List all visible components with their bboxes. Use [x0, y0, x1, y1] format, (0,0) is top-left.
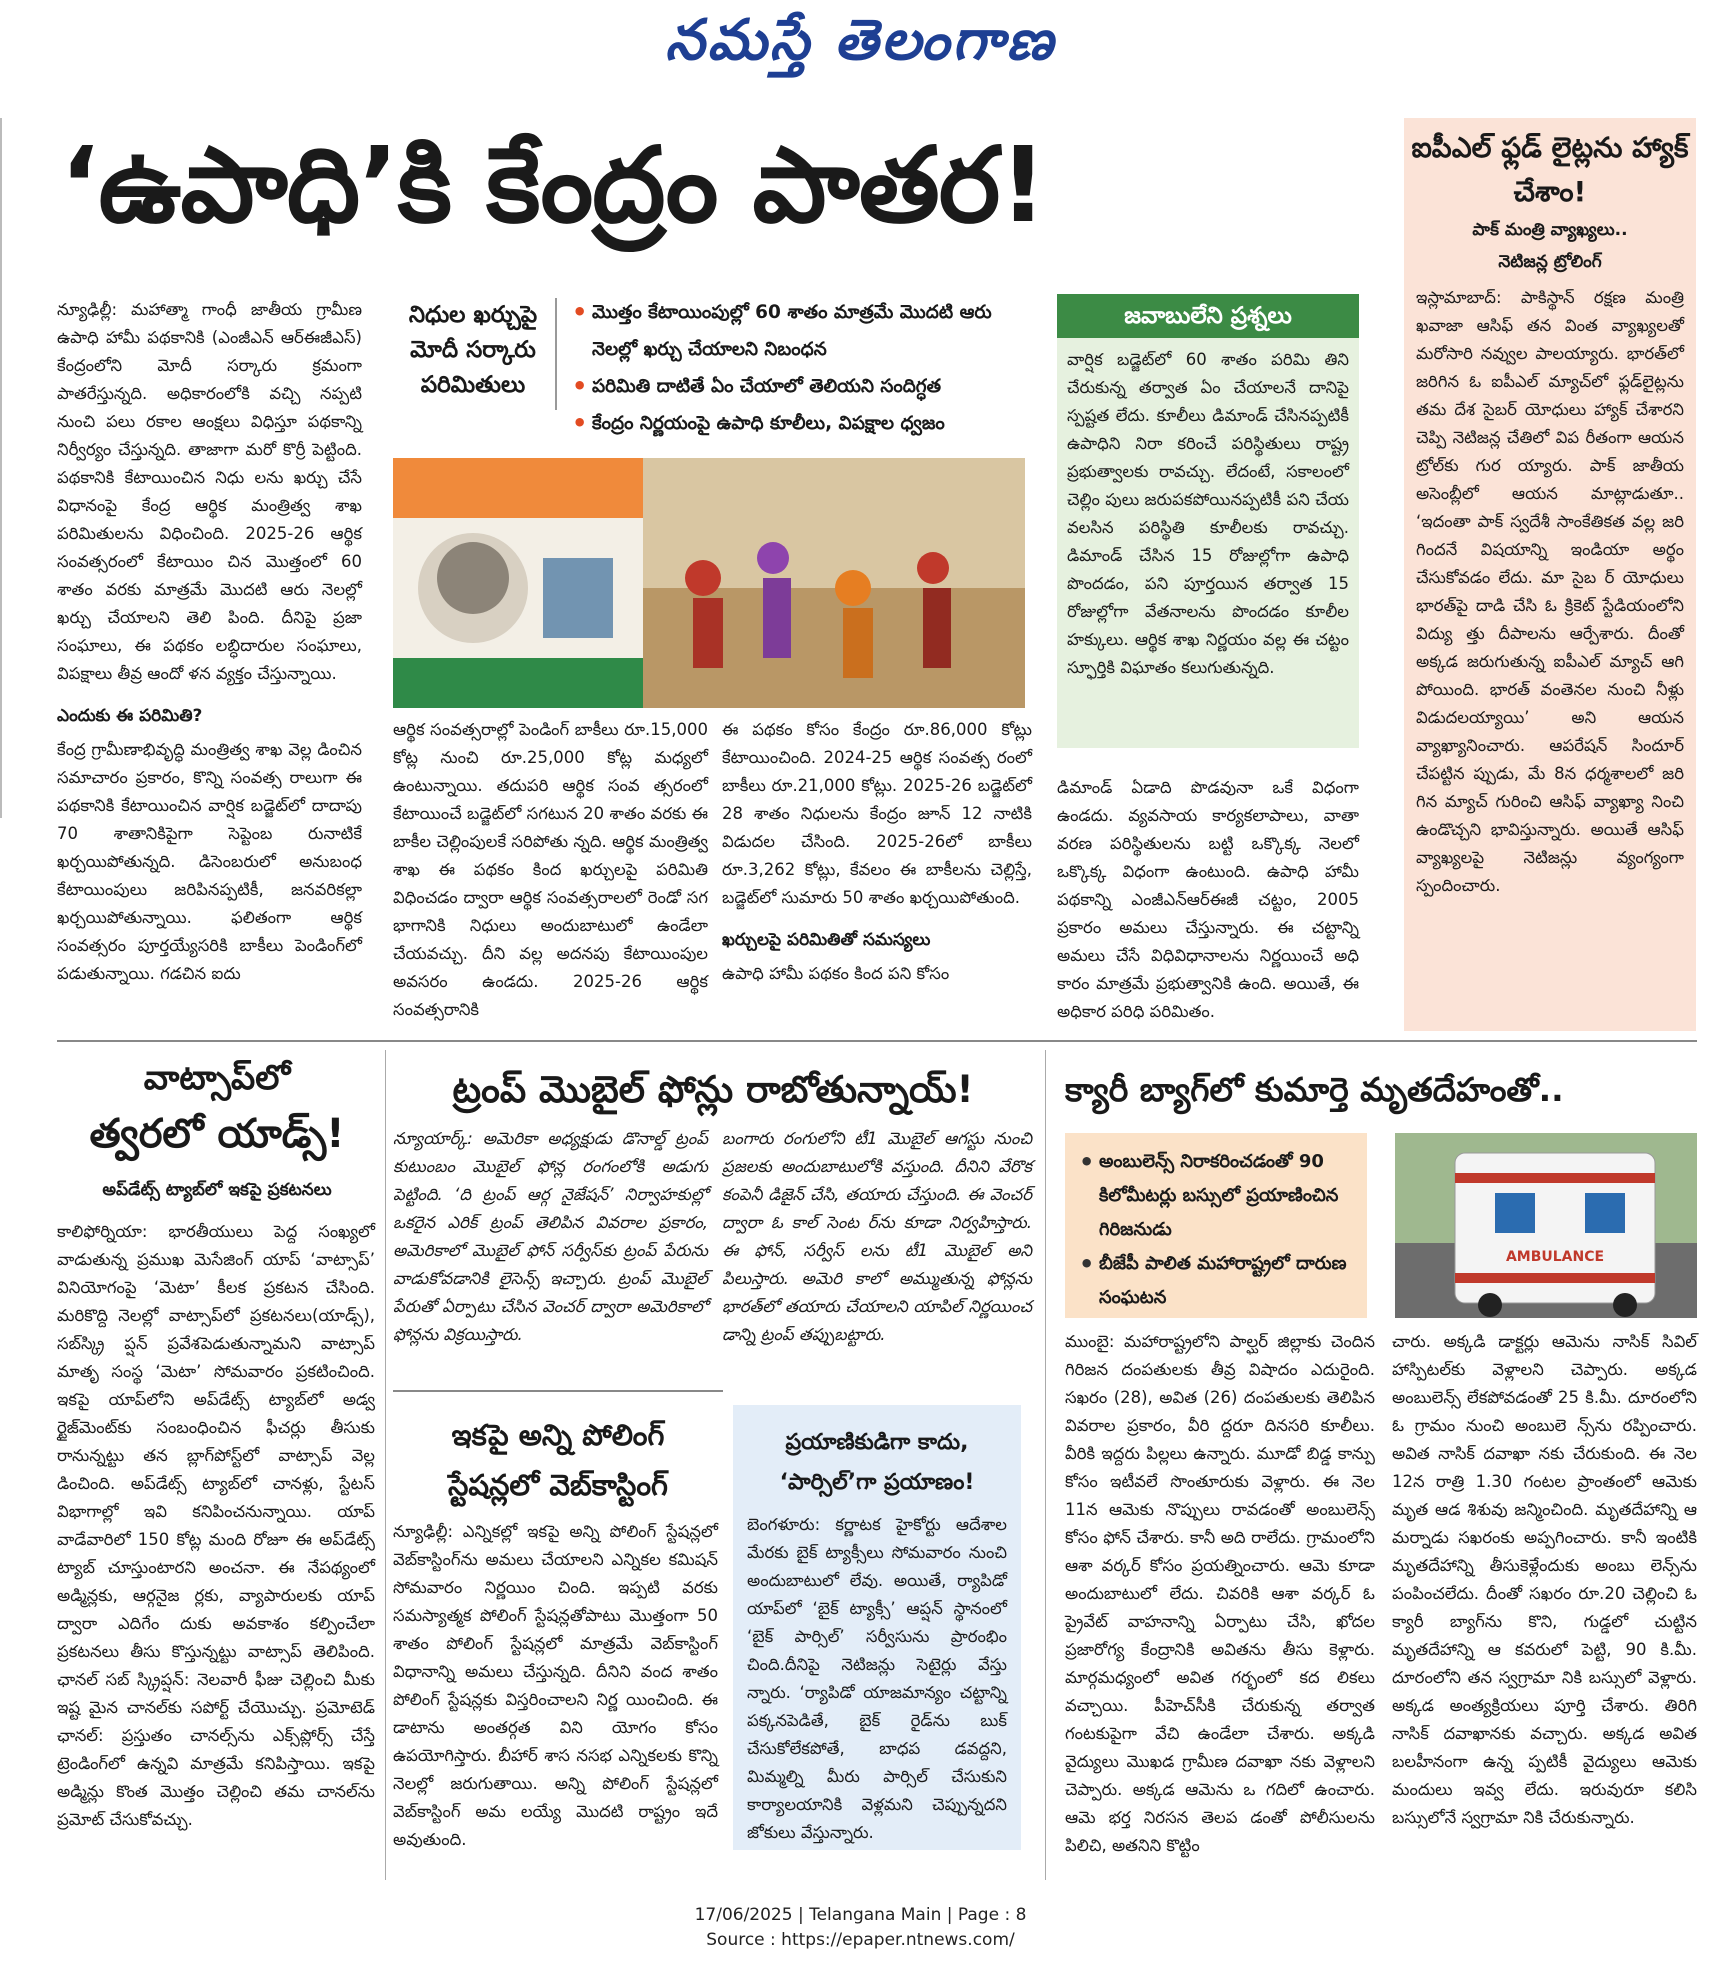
parcel-headline	[733, 1423, 1021, 1503]
column-rule	[385, 1050, 386, 1880]
lead-col2-text: ఆర్థిక సంవత్సరాల్లో పెండింగ్ బాకీలు రూ.15,000 కోట్ల నుంచి రూ.25,000 కోట్ల మధ్యలో ఉంటున్నాయి. తదుపరి ఆర్థిక సంవ త్సరంలో కేటాయించే బడ్జెట్‌లో సగటున 20 శాతం వరకు ఈ బాకీల చెల్లింపులకే సరిపోతు న్నది. ఆర్థిక మంత్రిత్వ శాఖ ఈ పథకం కింద ఖర్చులపై పరిమితి విధించడం ద్వారా ఆర్థిక సంవత్సరాలలో రెండో సగ భాగానికి నిధులు అందుబాటులో ఉండేలా చేయవచ్చు. దీని వల్ల అదనపు కేటాయింపుల అవసరం ఉండదు. 2025-26 ఆర్థిక సంవత్సరానికి	[393, 720, 708, 1019]
carrybag-highlight-item: • బీజేపీ పాలిత మహారాష్ట్రలో దారుణ సంఘటన	[1075, 1247, 1359, 1315]
ipl-subhead-1: పాక్ మంత్రి వ్యాఖ్యలు..	[1472, 220, 1628, 240]
whatsapp-body: కాలిఫోర్నియా: భారతీయులు పెద్ద సంఖ్యలో వాడుతున్న ప్రముఖ మెసేజింగ్ యాప్ ‘వాట్సాప్’ వినియోగంపై ‘మెటా’ కీలక ప్రకటన చేసింది. మరికొద్ది నెలల్లో వాట్సాప్‌లో ప్రకటనలు(యాడ్స్), సబ్‌స్క్రి ప్షన్ ప్రవేశపెడుతున్నామని వాట్సాప్ మాతృ సంస్థ ‘మెటా’ సోమవారం ప్రకటించింది. ఇకపై యాప్‌లోని అప్‌డేట్స్ ట్యాబ్‌లో అడ్వ ర్టైజ్‌మెంట్‌కు సంబంధించిన ఫీచర్లు తీసుకు రానున్నట్టు తన బ్లాగ్‌పోస్ట్‌లో వాట్సాప్ వెల్ల డించింది. అప్‌డేట్స్ ట్యాబ్‌లో చానళ్లు, స్టేటస్ విభాగాల్లో ఇవి కనిపించనున్నాయి. యాప్ వాడేవారిలో 150 కోట్ల మంది రోజూ ఈ అప్‌డేట్స్ ట్యాబ్ చూస్తుంటారని అంచనా. ఈ నేపథ్యంలో అడ్మిన్లకు, ఆర్గనైజ ర్లకు, వ్యాపారులకు యాప్ ద్వారా ఎదిగేం దుకు అవకాశం కల్పించేలా ప్రకటనలు తీసు కొస్తున్నట్టు వాట్సాప్ తెలిపింది. ఛానల్ సబ్ స్క్రిప్షన్: నెలవారీ ఫీజు చెల్లించి మీకు ఇష్ట మైన చానల్‌కు సపోర్ట్ చేయొచ్చు. ప్రమోటెడ్ ఛానల్: ప్రస్తుతం చానల్స్‌ను ఎక్స్‌ప్లోర్స్ చేస్తే ట్రెండింగ్‌లో ఉన్నవి మాత్రమే కనిపిస్తాయి. ఇకపై అడ్మిన్లు కొంత మొత్తం చెల్లించి తమ చానల్‌ను ప్రమోట్ చేసుకోవచ్చు.	[57, 1222, 375, 1829]
lead-column-4	[1057, 774, 1359, 1032]
lead-col4-text: డిమాండ్ ఏడాది పొడవునా ఒకే విధంగా ఉండదు. వ్యవసాయ కార్యకలాపాలు, వాతా వరణ పరిస్థితులను బట్టి ఒక్కొక్క నెలలో ఒక్కొక్క విధంగా ఉంటుంది. ఉపాధి హామీ పథకాన్ని ఎంజీఎన్ఆర్ఈజీ చట్టం, 2005 ప్రకారం అమలు చేస్తున్నారు. ఈ చట్టాన్ని అమలు చేసే విధివిధానాలను నిర్ణయించే అధి కారం మాత్రమే ప్రభుత్వానికి ఉంది. అయితే, ఈ అధికార పరిధి పరిమితం.	[1057, 778, 1359, 1021]
lead-col3-para2: ఉపాధి హామీ పథకం కింద పని కోసం	[722, 964, 950, 983]
highlight-item: • కేంద్రం నిర్ణయంపై ఉపాధి కూలీలు, విపక్షాల ధ్వజం	[570, 405, 1028, 442]
ipl-subhead-2: నెటిజన్ల ట్రోలింగ్	[1498, 252, 1602, 272]
lead-column-3	[722, 716, 1032, 994]
whatsapp-headline	[57, 1050, 377, 1162]
polling-headline-line2: స్టేషన్లలో వెబ్‌కాస్టింగ్	[448, 1468, 668, 1502]
trump-col1-text: న్యూయార్క్: అమెరికా అధ్యక్షుడు డొనాల్డ్ ట్రంప్ కుటుంబం మొబైల్ ఫోన్ల రంగంలోకి అడుగు పెట్టింది. ‘ది ట్రంప్ ఆర్గ నైజేషన్’ నిర్వాహకుల్లో ఒకరైన ఎరిక్ ట్రంప్ తెలిపిన వివరాల ప్రకారం, అమెరికాలో మొబైల్ ఫోన్ సర్వీస్‌కు ట్రంప్ పేరును వాడుకోవడానికి లైసెన్స్ ఇచ్చారు. ట్రంప్ మొబైల్ పేరుతో ఏర్పాటు చేసిన వెంచర్ ద్వారా అమెరికాలో ఫోన్లను విక్రయిస్తారు.	[393, 1129, 708, 1344]
ipl-headline: ఐపీఎల్ ఫ్లడ్ లైట్లను హ్యాక్ చేశాం!	[1411, 131, 1689, 208]
highlight-item: • పరిమితి దాటితే ఏం చేయాలో తెలియని సందిగ్ధత	[570, 368, 1028, 405]
lead-photo	[393, 458, 1025, 708]
lead-col1-para2: కేంద్ర గ్రామీణాభివృద్ధి మంత్రిత్వ శాఖ వెల్ల డించిన సమాచారం ప్రకారం, కొన్ని సంవత్స రాలుగా ఈ పథకానికి కేటాయించిన వార్షిక బడ్జెట్‌లో దాదాపు 70 శాతానికిపైగా సెప్టెంబ రునాటికే ఖర్చయిపోతున్నది. డిసెంబరులో అనుబంధ కేటాయింపులు జరిపినప్పటికీ, జనవరికల్లా ఖర్చయిపోతున్నాయి. ఫలితంగా ఆర్థిక సంవత్సరం పూర్తయ్యేసరికి బాకీలు పెండింగ్‌లో పడుతున్నాయి. గడచిన ఐదు	[57, 740, 362, 983]
highlight-label: నిధుల ఖర్చుపై మోదీ సర్కారు పరిమితులు	[408, 302, 538, 398]
left-edge-rule	[0, 118, 2, 818]
polling-body-column	[393, 1518, 718, 1860]
lead-col3-para1: ఈ పథకం కోసం కేంద్రం రూ.86,000 కోట్లు కేటాయించింది. 2024-25 ఆర్థిక సంవత్స రంలో బాకీలు రూ.21,000 కోట్లు. 2025-26 బడ్జెట్‌లో 28 శాతం నిధులను కేంద్రం జూన్ 12 నాటికి విడుదల చేసింది. 2025-26లో బాకీలు రూ.3,262 కోట్లు, కేవలం ఈ బాకీలను చెల్లిస్తే, బడ్జెట్‌లో సుమారు 50 శాతం ఖర్చయిపోతుంది.	[722, 720, 1032, 907]
highlight-divider	[555, 298, 557, 410]
lead-column-2	[393, 716, 708, 1030]
ipl-sidebar	[1404, 118, 1696, 1031]
whatsapp-headline-line1: వాట్సాప్‌లో	[143, 1058, 291, 1098]
carrybag-highlights-box	[1065, 1133, 1367, 1318]
polling-headline	[393, 1410, 723, 1510]
ambulance-image	[1395, 1133, 1697, 1318]
trump-headline: ట్రంప్ మొబైల్ ఫోన్లు రాబోతున్నాయ్!	[452, 1068, 974, 1111]
polling-body: న్యూఢిల్లీ: ఎన్నికల్లో ఇకపై అన్ని పోలింగ్ స్టేషన్లలో వెబ్‌కాస్టింగ్‌ను అమలు చేయాలని ఎన్నికల కమిషన్ సోమవారం నిర్ణయిం చింది. ఇప్పటి వరకు సమస్యాత్మక పోలింగ్ స్టేషన్లతోపాటు మొత్తంగా 50 శాతం పోలింగ్ స్టేషన్లలో మాత్రమే వెబ్‌కాస్టింగ్ విధానాన్ని అమలు చేస్తున్నది. దీనిని వంద శాతం పోలింగ్ స్టేషన్లకు విస్తరించాలని నిర్ణ యించింది. ఈ డాటాను అంతర్గత విని యోగం కోసం ఉపయోగిస్తారు. బీహార్ శాస నసభ ఎన్నికలకు కొన్ని నెలల్లో జరుగుతాయి. అన్ని పోలింగ్ స్టేషన్లలో వెబ్‌కాస్టింగ్ అమ లయ్యే మొదటి రాష్ట్రం ఇదే అవుతుంది.	[393, 1522, 718, 1849]
trump-column-2	[722, 1125, 1032, 1355]
trump-col2-text: బంగారు రంగులోని టీ1 మొబైల్ ఆగస్టు నుంచి ప్రజలకు అందుబాటులోకి వస్తుంది. దీనిని వేరొక కంపెనీ డిజైన్ చేసి, తయారు చేస్తుంది. ఈ వెంచర్ ద్వారా ఓ కాల్ సెంట ర్‌ను కూడా నిర్వహిస్తారు. ఈ ఫోన్, సర్వీస్ లను టీ1 మొబైల్ అని పిలుస్తారు. అమెరి కాలో అమ్ముతున్న ఫోన్లను భారత్‌లో తయారు చేయాలని యాపిల్ నిర్ణయించ డాన్ని ట్రంప్ తప్పుబట్టారు.	[722, 1129, 1032, 1344]
parcel-body: బెంగళూరు: కర్ణాటక హైకోర్టు ఆదేశాల మేరకు బైక్ ట్యాక్సీలు సోమవారం నుంచి అందుబాటులో లేవు. అయితే, ర్యాపిడో యాప్‌లో ‘బైక్ ట్యాక్సీ’ ఆప్షన్ స్థానంలో ‘బైక్ పార్సిల్’ సర్వీసును ప్రారంభిం చింది.దీనిపై నెటిజన్లు సెటైర్లు వేస్తు న్నారు. ‘ర్యాపిడో యాజమాన్యం చట్టాన్ని పక్కనపెడితే, బైక్ రైడ్‌ను బుక్ చేసుకోలేకపోతే, బాధప డవద్దని, మిమ్మల్ని మీరు పార్సిల్ చేసుకుని కార్యాలయానికి వెళ్లమని చెప్పున్నదని జోకులు వేస్తున్నారు.	[747, 1515, 1007, 1842]
parcel-headline-line2: ‘పార్సిల్’గా ప్రయాణం!	[779, 1470, 975, 1495]
lead-col1-para1: న్యూఢిల్లీ: మహాత్మా గాంధీ జాతీయ గ్రామీణ ఉపాధి హామీ పథకానికి (ఎంజీఎన్ ఆర్ఈజీఎస్) కేంద్రంలోని మోదీ సర్కారు క్రమంగా పాతరేస్తున్నది. అధికారంలోకి వచ్చి నప్పటి నుంచి పలు రకాల ఆంక్షలు విధిస్తూ పథకాన్ని నిర్వీర్యం చేస్తున్నది. తాజాగా మరో కొర్రీ పెట్టింది. పథకానికి కేటాయించిన నిధు లను ఖర్చు చేసే విధానంపై కేంద్ర ఆర్థిక మంత్రిత్వ శాఖ పరిమితులను విధించింది. 2025-26 ఆర్థిక సంవత్సరంలో కేటాయిం చిన మొత్తంలో 60 శాతం వరకు మాత్రమే మొదటి ఆరు నెలల్లో ఖర్చు చేయాలని తెలి పింది. దీనిపై ప్రజా సంఘాలు, ఈ పథకం లబ్ధిదారుల సంఘాలు, విపక్షాలు తీవ్ర ఆందో ళన వ్యక్తం చేస్తున్నాయి.	[57, 300, 362, 683]
whatsapp-body-column	[57, 1218, 375, 1840]
trump-column-1	[393, 1125, 708, 1355]
mgnrega-workers-photo	[393, 458, 1025, 708]
lead-column-1	[57, 296, 362, 994]
lead-headline: ‘ఉపాధి’కి కేంద్రం పాతర!	[60, 124, 1046, 246]
highlight-item: • మొత్తం కేటాయింపుల్లో 60 శాతం మాత్రమే మొదటి ఆరు నెలల్లో ఖర్చు చేయాలని నిబంధన	[570, 294, 1028, 368]
questions-box	[1057, 338, 1359, 748]
footer-edition: 17/06/2025 | Telangana Main | Page : 8	[694, 1905, 1027, 1925]
masthead	[0, 0, 1721, 80]
carrybag-col1-text: ముంబై: మహారాష్ట్రలోని పాల్ఘర్ జిల్లాకు చెందిన గిరిజన దంపతులకు తీవ్ర విషాదం ఎదురైంది. సఖరం (28), అవిత (26) దంపతులకు తెలిపిన వివరాల ప్రకారం, వీరి ద్దరూ దినసరి కూలీలు. వీరికి ఇద్దరు పిల్లలు ఉన్నారు. మూడో బిడ్డ కాన్పు కోసం ఇటీవలే సొంతూరుకు వెళ్లారు. ఈ నెల 11న ఆమెకు నొప్పులు రావడంతో అంబులెన్స్ కోసం ఫోన్ చేశారు. కానీ అది రాలేదు. గ్రామంలోని ఆశా వర్కర్ కోసం ప్రయత్నించారు. ఆమె కూడా అందుబాటులో లేదు. చివరికి ఆశా వర్కర్ ఓ ప్రైవేట్ వాహనాన్ని ఏర్పాటు చేసి, ఖోదల ప్రజారోగ్య కేంద్రానికి అవితను తీసు కెళ్లారు. మార్గమధ్యంలో అవిత గర్భంలో కద లికలు వచ్చాయి. పీహెచ్‌సీకి చేరుకున్న తర్వాత గంటకుపైగా వేచి ఉండేలా చేశారు. అక్కడి వైద్యులు మొఖడ గ్రామీణ దవాఖా నకు వెళ్లాలని చెప్పారు. అక్కడ ఆమెను ఒ గదిలో ఉంచారు. ఆమె భర్త నిరసన తెలప డంతో పోలీసులను పిలిచి, అతనిని కొట్టిం	[1065, 1332, 1375, 1855]
ambulance-photo	[1395, 1133, 1697, 1318]
whatsapp-subhead: అప్‌డేట్స్ ట్యాబ్‌లో ఇకపై ప్రకటనలు	[102, 1180, 332, 1200]
carrybag-headline: క్యారీ బ్యాగ్‌లో కుమార్తె మృతదేహంతో..	[1065, 1070, 1564, 1109]
ipl-body: ఇస్లామాబాద్: పాకిస్థాన్ రక్షణ మంత్రి ఖవాజా ఆసిఫ్ తన వింత వ్యాఖ్యలతో మరోసారి నవ్వుల పాలయ్యారు. భారత్‌లో జరిగిన ఓ ఐపీఎల్ మ్యాచ్‌లో ఫ్లడ్‌లైట్లను తమ దేశ సైబర్ యోధులు హ్యాక్ చేశారని చెప్పి నెటిజన్ల చేతిలో విప రీతంగా ఆయన ట్రోల్‌కు గుర య్యారు. పాక్ జాతీయ అసెంబ్లీలో ఆయన మాట్లాడుతూ.. ‘ఇదంతా పాక్ స్వదేశీ సాంకేతికత వల్ల జరి గిందనే విషయాన్ని ఇండియా అర్థం చేసుకోవడం లేదు. మా సైబ ర్ యోధులు భారత్‌పై దాడి చేసి ఓ క్రికెట్ స్టేడియంలోని విద్యు త్తు దీపాలను ఆర్పేశారు. దీంతో అక్కడ జరుగుతున్న ఐపీఎల్ మ్యాచ్ ఆగి పోయింది. భారత్ వంతెనల నుంచి నీళ్లు విడుదలయ్యాయి’ అని ఆయన వ్యాఖ్యానించారు. ఆపరేషన్ సిందూర్ చేపట్టిన ప్పుడు, మే 8న ధర్మశాలలో జరి గిన మ్యాచ్ గురించి ఆసిఫ్ వ్యాఖ్యా నించి ఉండొచ్చని భావిస్తున్నారు. అయితే ఆసిఫ్ వ్యాఖ్యలపై నెటిజన్లు వ్యంగ్యంగా స్పందించారు.	[1416, 288, 1684, 895]
whatsapp-headline-line2: త్వరలో యాడ్స్!	[89, 1111, 345, 1157]
parcel-box	[733, 1405, 1021, 1850]
ambulance-label: AMBULANCE	[1505, 1249, 1605, 1265]
lead-col3-subhead: ఖర్చులపై పరిమితితో సమస్యలు	[722, 930, 931, 950]
column-rule	[1045, 1050, 1046, 1880]
highlight-list	[570, 294, 1028, 442]
carrybag-highlight-item: • అంబులెన్స్ నిరాకరించడంతో 90 కిలోమీటర్లు బస్సులో ప్రయాణించిన గిరిజనుడు	[1075, 1145, 1359, 1247]
carrybag-col2-text: చారు. అక్కడి డాక్టర్లు ఆమెను నాసిక్ సివిల్ హాస్పిటల్‌కు వెళ్లాలని చెప్పారు. అక్కడ అంబులెన్స్ లేకపోవడంతో 25 కి.మీ. దూరంలోని ఓ గ్రామం నుంచి అంబులె న్స్‌ను రప్పించారు. అవిత నాసిక్ దవాఖా నకు చేరుకుంది. ఈ నెల 12న రాత్రి 1.30 గంటల ప్రాంతంలో ఆమెకు మృత ఆడ శిశువు జన్మించింది. మృతదేహాన్ని ఆ మర్నాడు సఖరంకు అప్పగించారు. కానీ ఇంటికి మృతదేహాన్ని తీసుకెళ్లేందుకు అంబు లెన్స్‌ను పంపించలేదు. దీంతో సఖరం రూ.20 చెల్లించి ఓ క్యారీ బ్యాగ్‌ను కొని, గుడ్డలో చుట్టిన మృతదేహాన్ని ఆ కవరులో పెట్టి, 90 కి.మీ. దూరంలోని తన స్వగ్రామా నికి బస్సులో వెళ్లారు. అక్కడ అంత్యక్రియలు పూర్తి చేశారు. తిరిగి నాసిక్ దవాఖానకు వచ్చారు. అక్కడ అవిత బలహీనంగా ఉన్న ప్పటికీ వైద్యులు ఆమెకు మందులు ఇవ్వ లేదు. ఇరువురూ కలిసి బస్సులోనే స్వగ్రామా నికి చేరుకున్నారు.	[1392, 1332, 1697, 1827]
polling-divider	[393, 1390, 723, 1392]
lead-col1-subhead: ఎందుకు ఈ పరిమితి?	[57, 706, 203, 726]
questions-box-text: వార్షిక బడ్జెట్‌లో 60 శాతం పరిమి తిని చేరుకున్న తర్వాత ఏం చేయాలనే దానిపై స్పష్టత లేదు. కూలీలు డిమాండ్ చేసినప్పటికీ ఉపాధిని నిరా కరించే పరిస్థితులు రాష్ట్ర ప్రభుత్వాలకు రావచ్చు. లేదంటే, సకాలంలో చెల్లిం పులు జరుపకపోయినప్పటికీ పని చేయ వలసిన పరిస్థితి కూలీలకు రావచ్చు. డిమాండ్ చేసిన 15 రోజుల్లోగా ఉపాధి పొందడం, పని పూర్తయిన తర్వాత 15 రోజుల్లోగా వేతనాలను పొందడం కూలీల హక్కులు. ఆర్థిక శాఖ నిర్ణయం వల్ల ఈ చట్టం స్ఫూర్తికి విఘాతం కలుగుతున్నది.	[1067, 350, 1349, 677]
carrybag-column-2	[1392, 1328, 1697, 1838]
parcel-headline-line1: ప్రయాణికుడిగా కాదు,	[785, 1430, 969, 1455]
polling-headline-line1: ఇకపై అన్ని పోలింగ్	[451, 1418, 665, 1452]
masthead-title: నమస్తే తెలంగాణ	[665, 7, 1056, 73]
footer-source: Source : https://epaper.ntnews.com/	[706, 1930, 1015, 1950]
section-divider	[57, 1040, 1697, 1042]
carrybag-highlights	[1065, 1133, 1367, 1315]
carrybag-column-1	[1065, 1328, 1375, 1866]
questions-box-title: జవాబులేని ప్రశ్నలు	[1057, 294, 1359, 338]
